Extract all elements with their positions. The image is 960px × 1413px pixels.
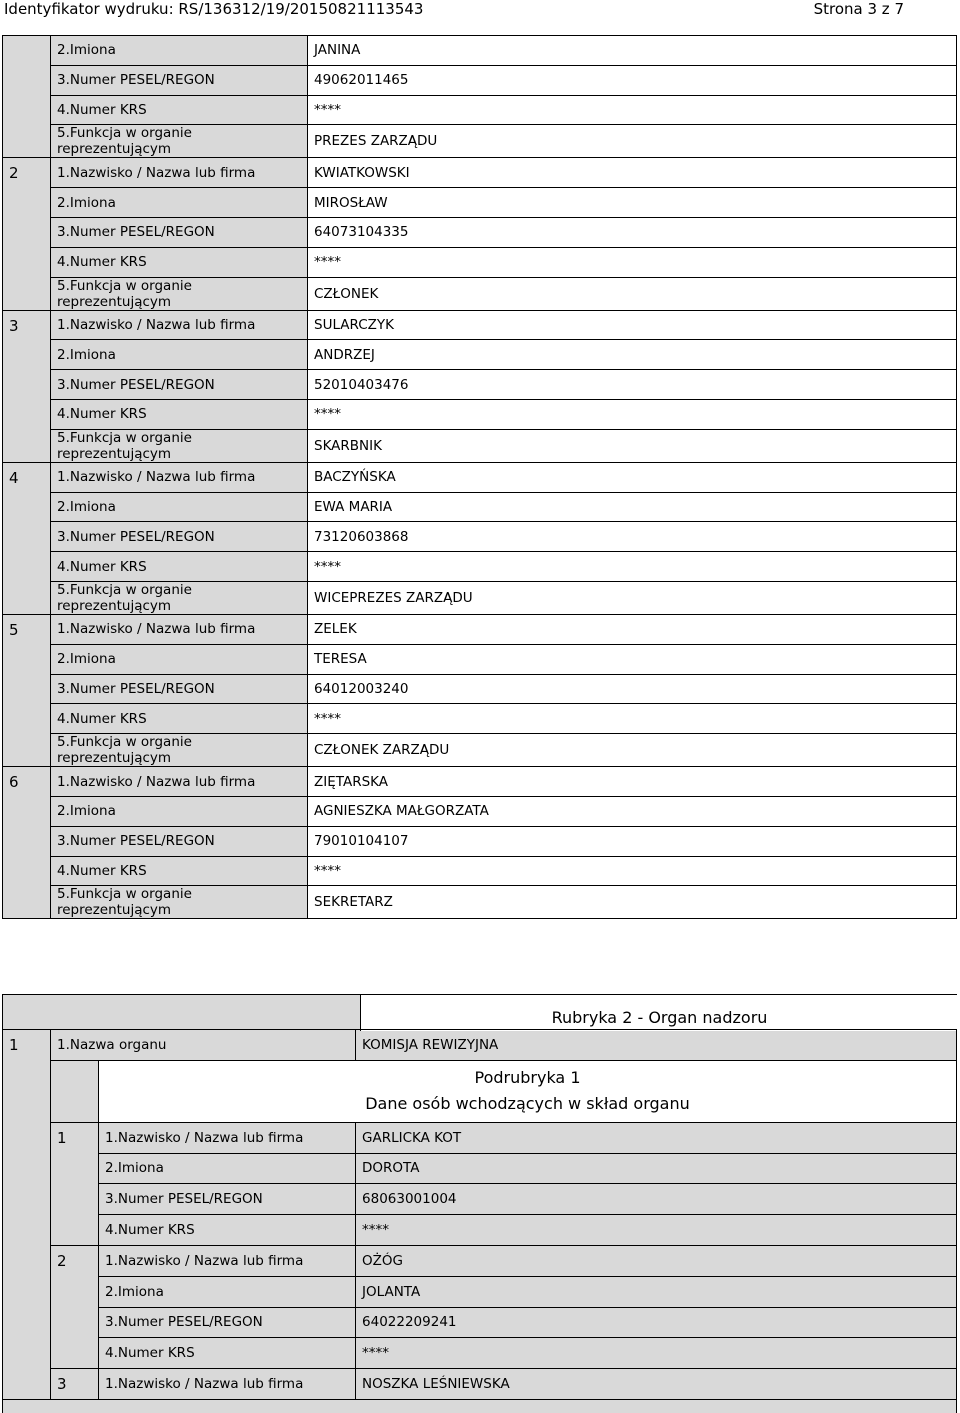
table-row [3,95,957,125]
table-row [3,188,957,218]
table-row [3,826,957,856]
field-value: CZŁONEK [308,277,957,310]
field-value: WICEPREZES ZARZĄDU [308,581,957,614]
organ-index: 1 [3,1030,51,1400]
field-value: ANDRZEJ [308,340,957,370]
spacer [51,1060,99,1122]
table-row [3,1153,957,1184]
field-label: 2.Imiona [51,36,308,66]
field-value: 79010104107 [308,826,957,856]
field-value: EWA MARIA [308,492,957,522]
field-value: DOROTA [356,1153,957,1184]
field-value: BACZYŃSKA [308,462,957,492]
page-number: Strona 3 z 7 [813,0,904,18]
field-label: 1.Nazwisko / Nazwa lub firma [51,462,308,492]
field-value: **** [308,552,957,582]
table-row [3,644,957,674]
field-value: NOSZKA LEŚNIEWSKA [356,1369,957,1400]
member-index: 5 [3,614,51,766]
table-row [3,614,957,644]
member-index: 6 [3,767,51,919]
table-row [3,1215,957,1246]
field-label: 2.Imiona [99,1276,356,1307]
field-label: 2.Imiona [51,188,308,218]
field-label: 2.Imiona [51,796,308,826]
field-label: 1.Nazwa organu [51,1030,356,1061]
field-label: 3.Numer PESEL/REGON [51,217,308,247]
field-value: SEKRETARZ [308,886,957,919]
field-value: 73120603868 [308,522,957,552]
field-label: 5.Funkcja w organie reprezentującym [51,277,308,310]
field-value: OŻÓG [356,1245,957,1276]
field-value: **** [356,1215,957,1246]
field-value: 64073104335 [308,217,957,247]
table-row [3,856,957,886]
member-index: 4 [3,462,51,614]
subsection-title: Podrubryka 1 [474,1068,581,1088]
field-value: PREZES ZARZĄDU [308,125,957,158]
table-row [3,704,957,734]
field-label: 4.Numer KRS [51,95,308,125]
field-label: 3.Numer PESEL/REGON [99,1307,356,1338]
field-value: 52010403476 [308,370,957,400]
table-row [3,125,957,158]
field-label: 3.Numer PESEL/REGON [99,1184,356,1215]
table-row [3,492,957,522]
member-index: 3 [51,1369,99,1400]
field-label: 1.Nazwisko / Nazwa lub firma [51,614,308,644]
table-row [3,217,957,247]
member-index [3,36,51,158]
field-value: 64022209241 [356,1307,957,1338]
field-label: 5.Funkcja w organie reprezentującym [51,886,308,919]
table-row [3,370,957,400]
field-label: 1.Nazwisko / Nazwa lub firma [51,310,308,340]
table-row [3,36,957,66]
table-row [3,796,957,826]
field-label: 3.Numer PESEL/REGON [51,674,308,704]
field-value: SKARBNIK [308,429,957,462]
table-row [3,462,957,492]
table-row [3,247,957,277]
field-label: 5.Funkcja w organie reprezentującym [51,125,308,158]
table-row [3,429,957,462]
member-index: 2 [51,1245,99,1368]
field-label: 4.Numer KRS [51,247,308,277]
print-identifier: Identyfikator wydruku: RS/136312/19/20150821113543 [4,0,424,18]
page-header [0,0,960,22]
field-label: 5.Funkcja w organie reprezentującym [51,581,308,614]
field-label: 4.Numer KRS [99,1338,356,1369]
field-value: JOLANTA [356,1276,957,1307]
subsection-header [99,1060,957,1122]
field-label: 2.Imiona [51,492,308,522]
field-label: 2.Imiona [99,1153,356,1184]
field-label: 4.Numer KRS [51,399,308,429]
table-row [3,310,957,340]
table-row [3,1369,957,1400]
table-row [3,1030,957,1061]
field-label: 4.Numer KRS [99,1215,356,1246]
table-row [3,1307,957,1338]
table-row [3,399,957,429]
field-label: 4.Numer KRS [51,552,308,582]
field-value: **** [308,95,957,125]
table-row [3,886,957,919]
field-label: 1.Nazwisko / Nazwa lub firma [99,1369,356,1400]
field-value: SULARCZYK [308,310,957,340]
table-row [3,767,957,797]
field-value: KOMISJA REWIZYJNA [356,1030,957,1061]
field-label: 1.Nazwisko / Nazwa lub firma [51,767,308,797]
table-row [3,581,957,614]
table-row [3,1276,957,1307]
field-label: 4.Numer KRS [51,704,308,734]
field-value: ZIĘTARSKA [308,767,957,797]
table-row [3,674,957,704]
field-label: 3.Numer PESEL/REGON [51,65,308,95]
table-row [3,1338,957,1369]
field-label: 2.Imiona [51,644,308,674]
table-row [3,552,957,582]
table-row [3,65,957,95]
field-value: TERESA [308,644,957,674]
field-value: JANINA [308,36,957,66]
field-label: 1.Nazwisko / Nazwa lub firma [99,1122,356,1153]
field-value: **** [308,856,957,886]
member-index: 3 [3,310,51,462]
field-value: MIROSŁAW [308,188,957,218]
field-value: **** [308,247,957,277]
field-label: 1.Nazwisko / Nazwa lub firma [99,1245,356,1276]
table-row [3,158,957,188]
field-label: 5.Funkcja w organie reprezentującym [51,734,308,767]
board-members-table [2,35,957,919]
field-value: 68063001004 [356,1184,957,1215]
supervisory-body-table [2,1029,957,1400]
field-label: 3.Numer PESEL/REGON [51,826,308,856]
field-value: GARLICKA KOT [356,1122,957,1153]
field-label: 2.Imiona [51,340,308,370]
field-label: 5.Funkcja w organie reprezentującym [51,429,308,462]
field-value: 49062011465 [308,65,957,95]
field-label: 1.Nazwisko / Nazwa lub firma [51,158,308,188]
field-value: AGNIESZKA MAŁGORZATA [308,796,957,826]
field-label: 4.Numer KRS [51,856,308,886]
field-value: 64012003240 [308,674,957,704]
field-value: ZELEK [308,614,957,644]
field-value: **** [356,1338,957,1369]
table-row [3,340,957,370]
field-value: **** [308,399,957,429]
table-row [3,522,957,552]
field-value: **** [308,704,957,734]
subsection-subtitle: Dane osób wchodzących w skład organu [365,1094,690,1114]
field-label: 3.Numer PESEL/REGON [51,370,308,400]
member-index: 1 [51,1122,99,1245]
member-index: 2 [3,158,51,310]
table-row [3,1060,957,1122]
field-value: CZŁONEK ZARZĄDU [308,734,957,767]
field-label: 3.Numer PESEL/REGON [51,522,308,552]
table-row [3,277,957,310]
section-title: Rubryka 2 - Organ nadzoru [360,995,958,1031]
table-row [3,1122,957,1153]
table-row [3,1245,957,1276]
table-row [3,1184,957,1215]
field-value: KWIATKOWSKI [308,158,957,188]
table-row [3,734,957,767]
